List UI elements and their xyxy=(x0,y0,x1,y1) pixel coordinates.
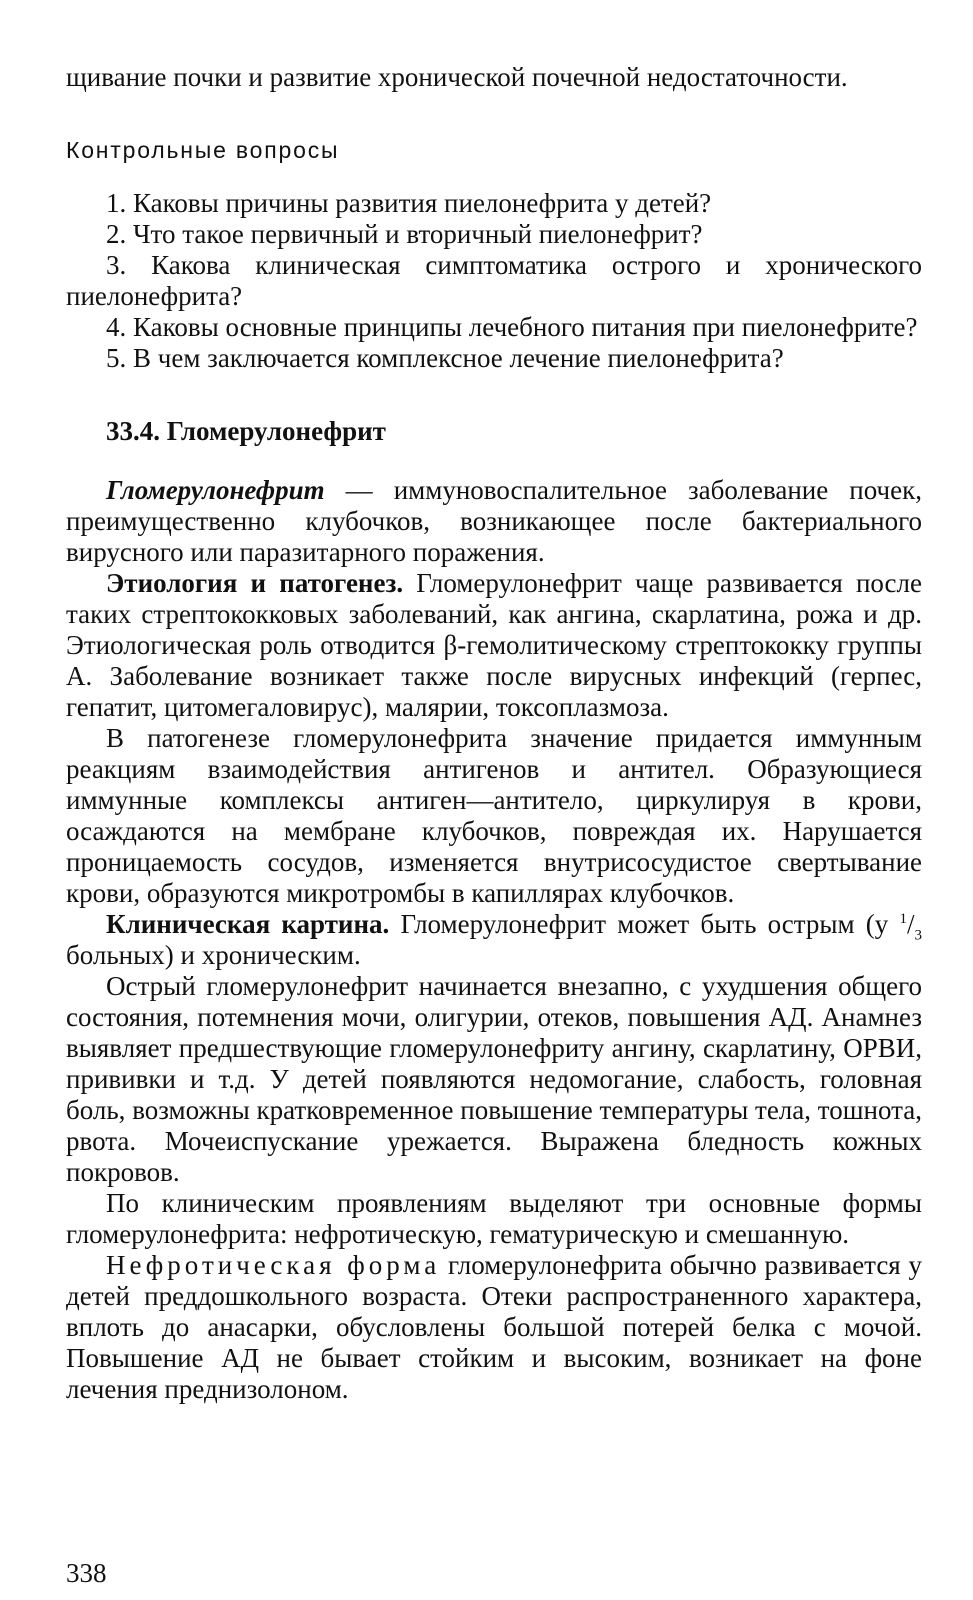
question-item: 2. Что такое первичный и вторичный пиелонефрит? xyxy=(106,219,703,249)
nephrotic-paragraph xyxy=(66,1250,922,1405)
definition-paragraph xyxy=(66,475,922,568)
question-item: 4. Каковы основные принципы лечебного питания при пиелонефрите? xyxy=(106,312,918,342)
fraction-denominator: 3 xyxy=(914,927,923,944)
fraction-slash: / xyxy=(907,909,915,939)
definition-term: Гломерулонефрит xyxy=(106,475,325,505)
question-item: 3. Какова клиническая симптоматика острого и хронического пиелонефрита? xyxy=(66,250,922,311)
acute-paragraph: Острый гломерулонефрит начинается внезапно, с ухудшения общего состояния, потемнения мочи, олигурии, отеков, повышения АД. Анамнез выявляет предшествующие гломерулонефриту ангину, скарлатину, ОРВИ, прививки и т.д. У детей появляются недомогание, слабость, головная боль, возможны кратковременное повышение температуры тела, тошнота, рвота. Мочеиспускание урежается. Выражена бледность кожных покровов. xyxy=(66,971,922,1187)
page-number: 338 xyxy=(66,1558,107,1588)
forms-paragraph: По клиническим проявлениям выделяют три основные формы гломерулонефрита: нефротическую, гематурическую и смешанную. xyxy=(66,1188,922,1249)
question-item: 5. В чем заключается комплексное лечение пиелонефрита? xyxy=(106,343,784,373)
control-questions-heading: Контрольные вопросы xyxy=(66,137,340,163)
question-item: 1. Каковы причины развития пиелонефрита у детей? xyxy=(106,188,712,218)
fraction-numerator: 1 xyxy=(899,911,907,927)
section-title: 33.4. Гломерулонефрит xyxy=(106,416,386,446)
etiology-text: Гломерулонефрит чаще развивается после таких стрептококковых заболеваний, как ангина, скарлатина, рожа и др. Этиологическая роль отводится β-гемолитическому стрептококку группы А. Заболевание возникает также после вирусных инфекций (герпес, гепатит, цитомегаловирус), малярии, токсоплазмоза. xyxy=(66,568,923,722)
definition-text: — иммуновоспалительное заболевание почек, преимущественно клубочков, возникающее после бактериального вирусного или паразитарного поражения. xyxy=(66,475,922,567)
nephrotic-spaced-term: Нефротическая форма xyxy=(106,1250,441,1280)
nephrotic-text: гломерулонефрита обычно развивается у детей преддошкольного возраста. Отеки распространенного характера, вплоть до анасарки, обусловлены большой потерей белка с мочой. Повышение АД не бывает стойким и высоким, возникает на фоне лечения преднизолоном. xyxy=(66,1250,922,1404)
pathogenesis-paragraph: В патогенезе гломерулонефрита значение придается иммунным реакциям взаимодействия антигенов и антител. Образующиеся иммунные комплексы антиген—антитело, циркулируя в крови, осаждаются на мембране клубочков, повреждая их. Нарушается проницаемость сосудов, изменяется внутрисосудистое свертывание крови, образуются микротромбы в капиллярах клубочков. xyxy=(66,723,922,908)
clinical-paragraph xyxy=(66,909,922,971)
clinical-lead: Клиническая картина. xyxy=(106,909,390,939)
etiology-paragraph xyxy=(66,568,922,723)
clinical-text-before: Гломерулонефрит может быть острым (у xyxy=(389,909,900,939)
continuation-paragraph: щивание почки и развитие хронической почечной недостаточности. xyxy=(66,62,848,92)
page-body xyxy=(66,62,922,1405)
etiology-lead: Этиология и патогенез. xyxy=(106,568,404,598)
control-questions xyxy=(66,135,922,374)
clinical-text-after: больных) и хроническим. xyxy=(66,940,361,970)
